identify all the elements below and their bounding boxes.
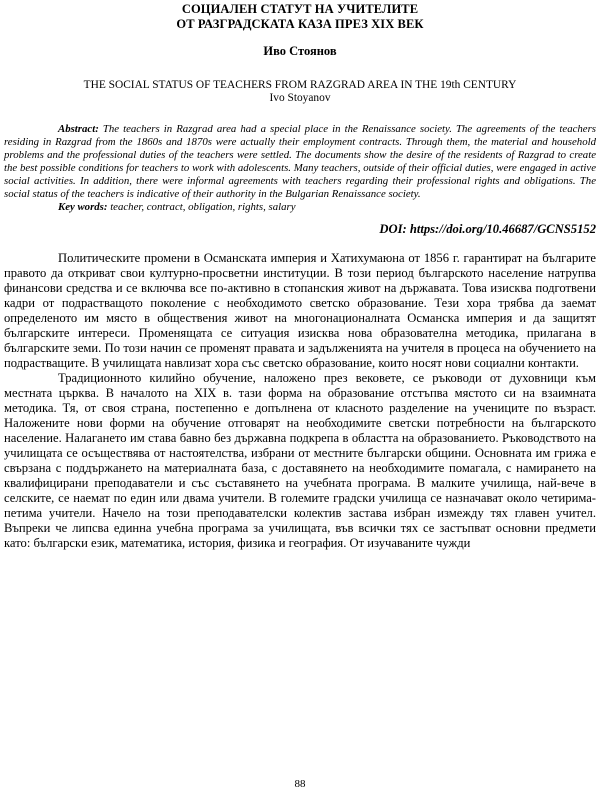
abstract (4, 123, 596, 201)
title-line-2: ОТ РАЗГРАДСКАТА КАЗА ПРЕЗ XIX ВЕК (176, 17, 424, 31)
page-number: 88 (294, 778, 306, 790)
author-name-bulgarian: Иво Стоянов (263, 44, 337, 58)
doi-link[interactable]: DOI: https://doi.org/10.46687/GCNS5152 (379, 222, 596, 236)
body-text (4, 251, 596, 551)
title-line-1: СОЦИАЛЕН СТАТУТ НА УЧИТЕЛИТЕ (181, 2, 419, 16)
keywords-text: teacher, contract, obligation, rights, salary (110, 201, 296, 213)
article-title (4, 2, 596, 32)
paragraph-1: Политическите промени в Османската империя и Хатихумаюна от 1856 г. гарантират на българите правото да откриват свои културно-просветни институции. В този период българското население натрупва финансови средства и се включва все по-активно в стопанския живот на държавата. Това изисква подготвени кадри от подрастващото поколение с необходимото светско образование. Тези хора трябва да заемат определеното им място в обществения живот на многонационалната Османска империя и да защитят българските интереси. Променящата се ситуация изисква нова образователна методика, прилагана в българските земи. По този начин се променят правата и задълженията на учителя в процеса на обучението на подрастващите. В училищата навлизат хора със светско образование, които носят нови социални контакти. (4, 251, 596, 370)
abstract-label: Abstract: (58, 123, 99, 135)
abstract-text: The teachers in Razgrad area had a special place in the Renaissance society. The agreements of the teachers residing in Razgrad from the 1860s and 1870s were actually their employment contracts. Through them, the material and household problems and the professional duties of the teachers were settled. The documents show the desire of the residents of Razgrad to create the best possible conditions for teachers to work with adolescents. Many teachers, outside of their official duties, were engaged in active social activities. In addition, there were informal agreements with teachers regarding their professional rights and obligations. The social status of the teachers is indicative of their authority in the Bulgarian Renaissance society. (4, 123, 596, 200)
paragraph-2: Традиционното килийно обучение, наложено през вековете, се ръководи от духовници към местната църква. В началото на XIX в. тази форма на образование отстъпва мястото си на взаимната методика. Тя, от своя страна, постепенно е допълнена от класното разделение на учениците по възраст. Наложените нови форми на обучение отговарят на необходимите светски потребности на българското население. Налагането им става бавно без държавна подкрепа в областта на образованието. Ръководството на училищата се осъществява от настоятелства, избрани от местните български общини. Основната им грижа е свързана с поддържането на материалната база, с доставянето на необходимите помагала, с намирането на квалифицирани преподаватели и със съставянето на учебната програма. В малките училища, най-вече в селските, се наемат по един или двама учители. В големите градски училища се назначават около четирима-петима учители. Начело на този преподавателски колектив застава избран измежду тях главен учител. Въпреки че липсва единна учебна програма за училищата, във всички тях се застъпват основни предмети като: български език, математика, история, физика и география. От изучаваните чужди (4, 371, 596, 550)
article-title-english: THE SOCIAL STATUS OF TEACHERS FROM RAZGRAD AREA IN THE 19th CENTURY (83, 79, 517, 91)
keywords (4, 201, 596, 214)
keywords-label: Key words: (58, 201, 108, 213)
author-name-english: Ivo Stoyanov (269, 92, 331, 104)
